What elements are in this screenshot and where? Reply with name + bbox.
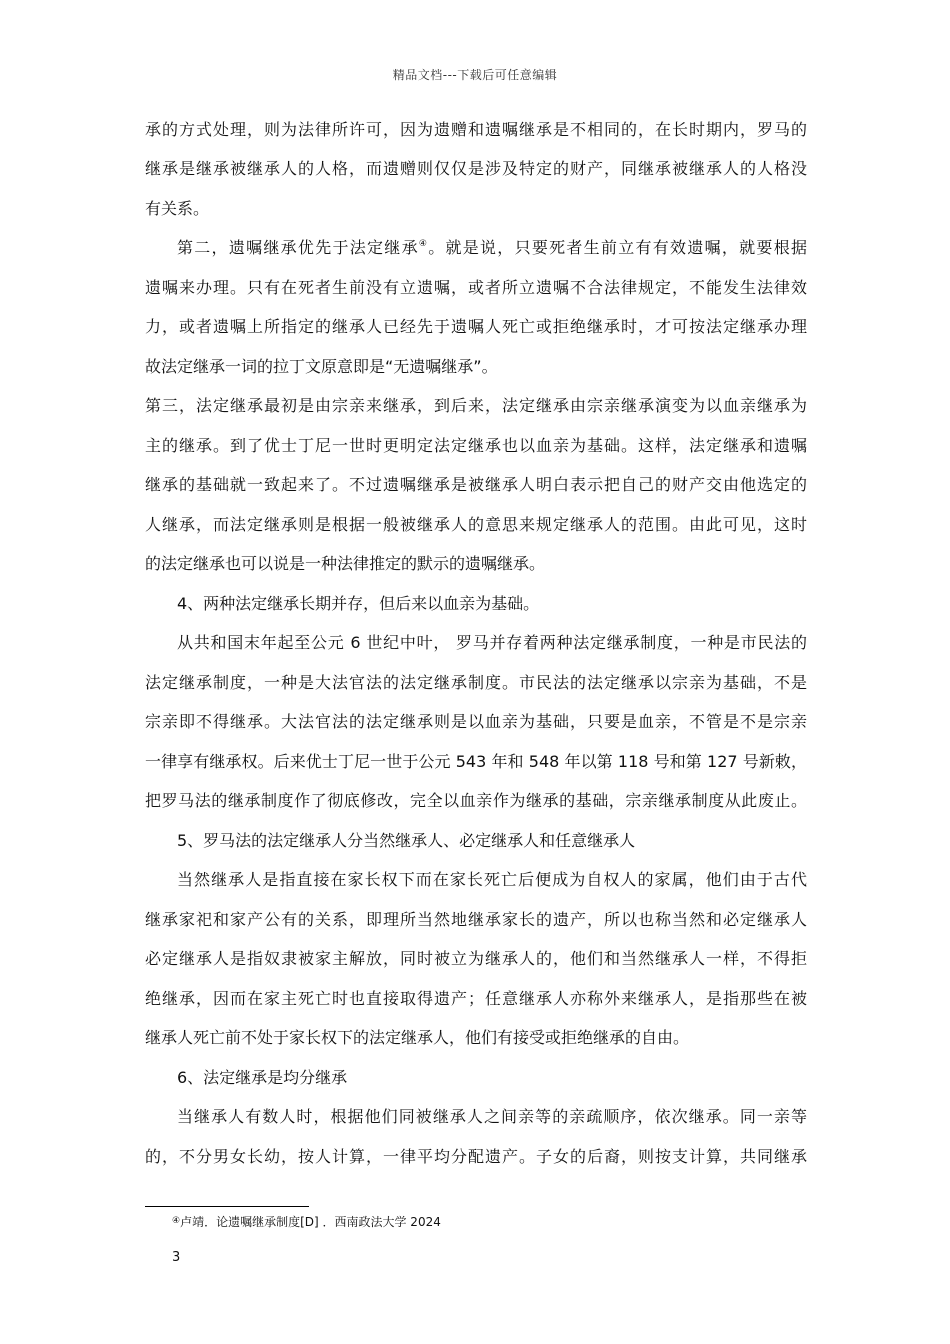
body-line: 继承的基础就一致起来了。不过遗嘱继承是被继承人明白表示把自己的财产交由他选定的 [145, 475, 807, 494]
body-line: 承的方式处理，则为法律所许可，因为遗赠和遗嘱继承是不相同的，在长时期内，罗马的 [145, 120, 807, 139]
body-line: 人继承，而法定继承则是根据一般被继承人的意思来规定继承人的范围。由此可见，这时 [145, 515, 807, 534]
body-line: 有关系。 [145, 199, 210, 218]
body-line: 法定继承制度，一种是大法官法的法定继承制度。市民法的法定继承以宗亲为基础，不是 [145, 673, 807, 692]
body-line: 从共和国末年起至公元 6 世纪中叶， 罗马并存着两种法定继承制度，一种是市民法的 [177, 633, 807, 652]
footnote-mark: ④ [172, 1216, 181, 1226]
page-number: 3 [172, 1250, 181, 1265]
footnote [172, 1213, 441, 1230]
body-line: 把罗马法的继承制度作了彻底修改，完全以血亲作为继承的基础，宗亲继承制度从此废止。 [145, 791, 807, 810]
body-line: 继承是继承被继承人的人格，而遗赠则仅仅是涉及特定的财产，同继承被继承人的人格没 [145, 159, 807, 178]
page-header: 精品文档---下载后可任意编辑 [392, 68, 558, 82]
body-line: 的，不分男女长幼，按人计算，一律平均分配遗产。子女的后裔，则按支计算，共同继承 [145, 1147, 807, 1166]
body-line: 遗嘱来办理。只有在死者生前没有立遗嘱，或者所立遗嘱不合法律规定，不能发生法律效 [145, 278, 807, 297]
body-line: 继承家祀和家产公有的关系，即理所当然地继承家长的遗产，所以也称当然和必定继承人 [145, 910, 807, 929]
section-heading: 5、罗马法的法定继承人分当然继承人、必定继承人和任意继承人 [177, 831, 636, 850]
body-line: 故法定继承一词的拉丁文原意即是“无遗嘱继承”。 [145, 357, 498, 376]
body-line: 主的继承。到了优士丁尼一世时更明定法定继承也以血亲为基础。这样，法定继承和遗嘱 [145, 436, 807, 455]
body-line: 宗亲即不得继承。大法官法的法定继承则是以血亲为基础，只要是血亲，不管是不是宗亲 [145, 712, 807, 731]
body-line: 当继承人有数人时，根据他们同被继承人之间亲等的亲疏顺序，依次继承。同一亲等 [177, 1107, 807, 1126]
body-text: 。就是说，只要死者生前立有有效遗嘱，就要根据 [428, 238, 807, 257]
body-line: 当然继承人是指直接在家长权下而在家长死亡后便成为自权人的家属，他们由于古代 [177, 870, 807, 889]
section-heading: 4、两种法定继承长期并存，但后来以血亲为基础。 [177, 594, 540, 613]
footnote-ref: ④ [418, 239, 429, 249]
body-line: 一律享有继承权。后来优士丁尼一世于公元 543 年和 548 年以第 118 号和第 127 号新敕， [145, 752, 807, 771]
section-heading: 6、法定继承是均分继承 [177, 1068, 348, 1087]
body-line: 第三，法定继承最初是由宗亲来继承，到后来，法定继承由宗亲继承演变为以血亲继承为 [145, 396, 807, 415]
body-line: 力，或者遗嘱上所指定的继承人已经先于遗嘱人死亡或拒绝继承时，才可按法定继承办理 [145, 317, 807, 336]
body-line: 继承人死亡前不处于家长权下的法定继承人，他们有接受或拒绝继承的自由。 [145, 1028, 690, 1047]
body-line: 的法定继承也可以说是一种法律推定的默示的遗嘱继承。 [145, 554, 546, 573]
footnote-separator [145, 1206, 309, 1207]
body-line [177, 238, 807, 258]
body-text: 第二，遗嘱继承优先于法定继承 [177, 238, 419, 257]
body-line: 绝继承，因而在家主死亡时也直接取得遗产；任意继承人亦称外来继承人，是指那些在被 [145, 989, 807, 1008]
body-line: 必定继承人是指奴隶被家主解放，同时被立为继承人的，他们和当然继承人一样，不得拒 [145, 949, 807, 968]
footnote-text: 卢靖．论遗嘱继承制度[D] ．西南政法大学 2024 [180, 1215, 441, 1229]
